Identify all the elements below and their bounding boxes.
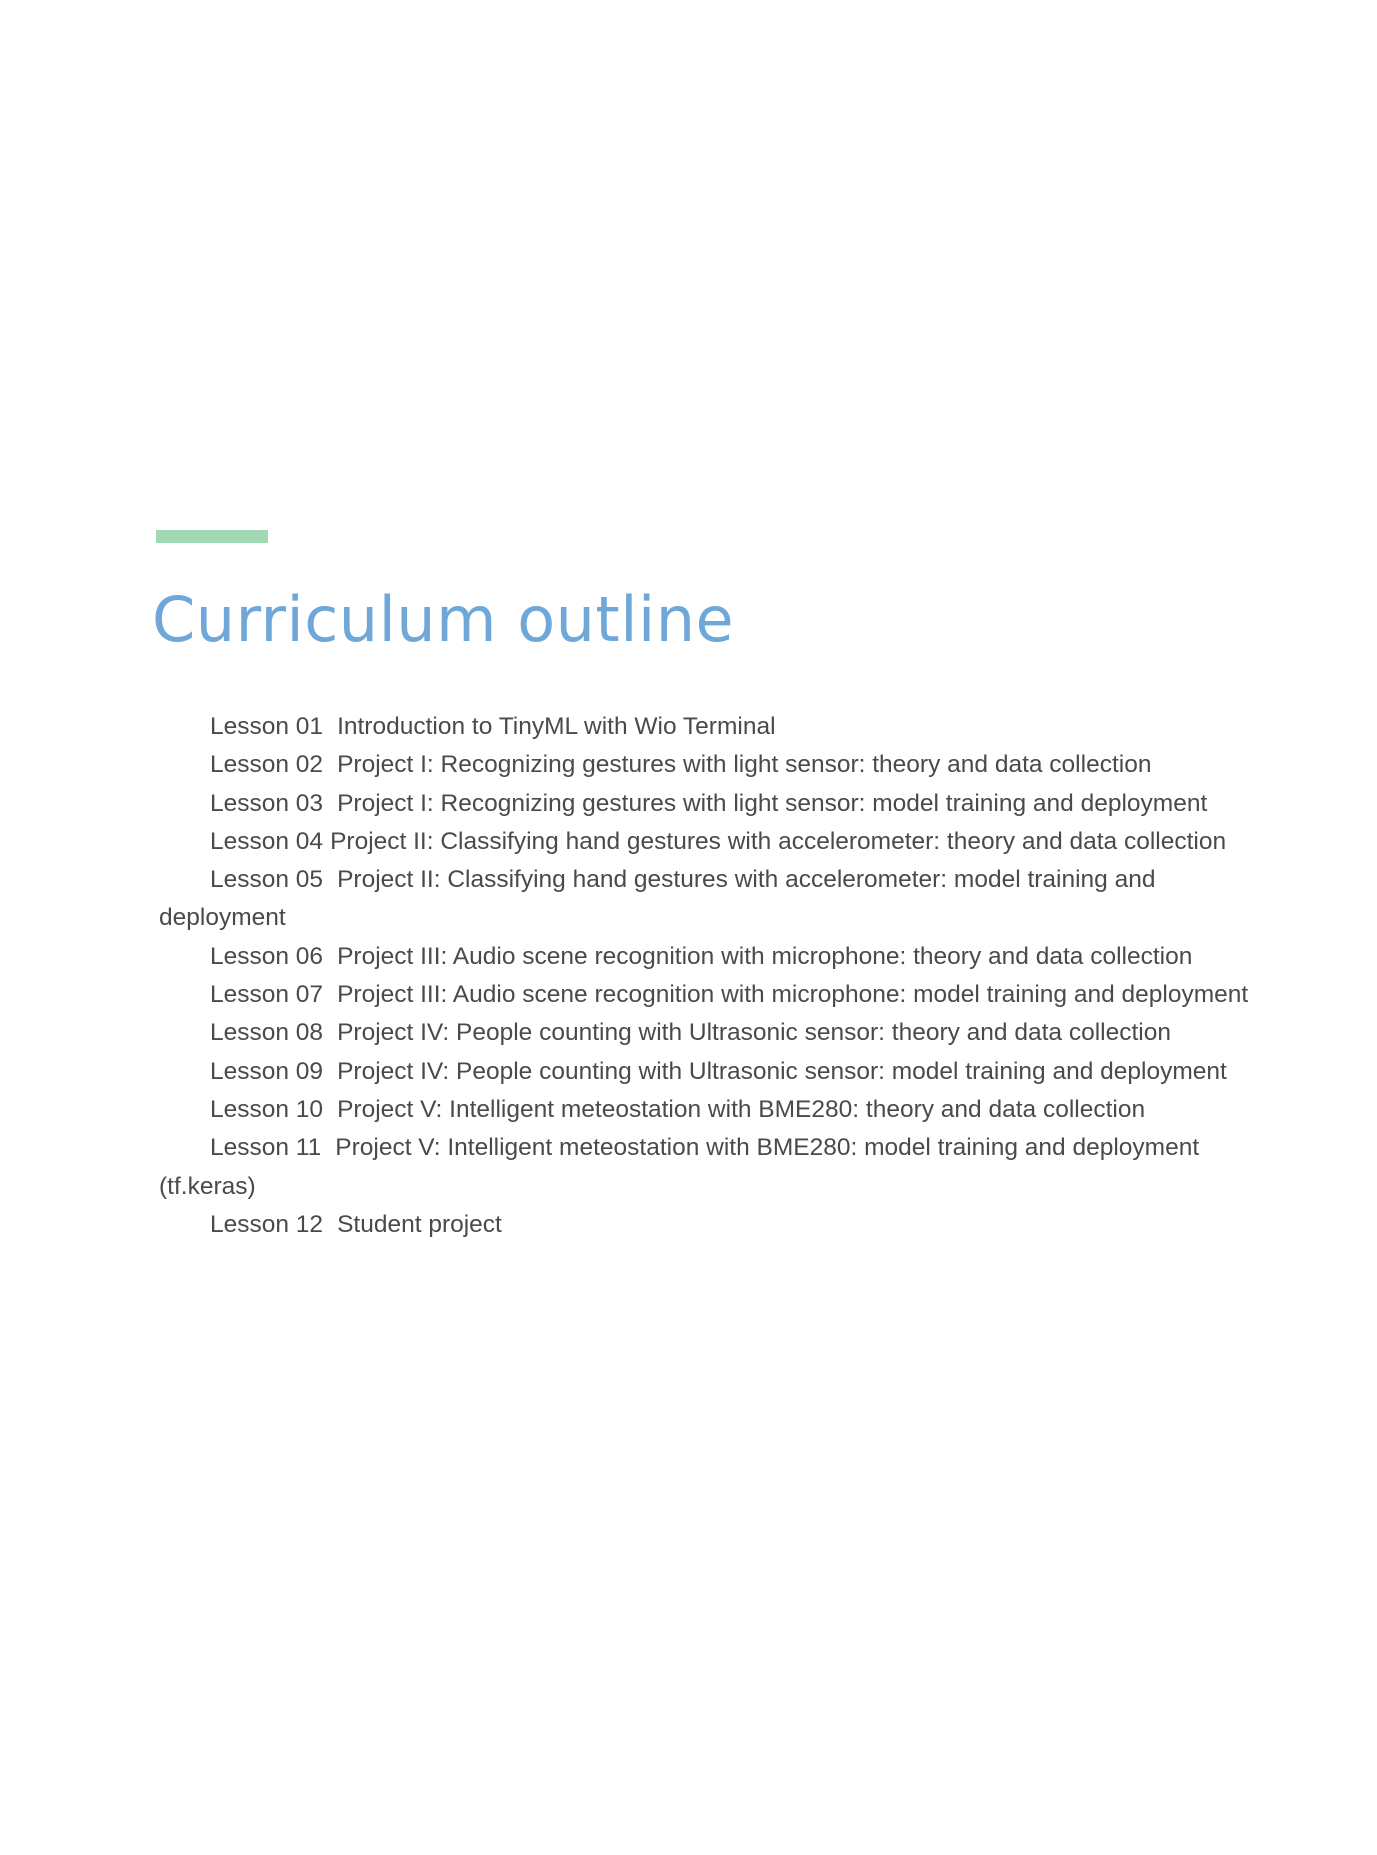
lesson-title: Project II: Classifying hand gestures with accelerometer: theory and data collection (330, 827, 1227, 855)
lesson-item-06 (159, 938, 1249, 976)
lesson-title: Project I: Recognizing gestures with light sensor: model training and deployment (337, 789, 1208, 817)
lesson-number: Lesson 01 (210, 713, 324, 740)
lesson-title: Project I: Recognizing gestures with light sensor: theory and data collection (337, 751, 1152, 779)
lesson-item-03 (159, 785, 1249, 823)
lesson-title: Project III: Audio scene recognition with microphone: model training and deployment (337, 981, 1249, 1009)
lesson-item-07 (159, 976, 1249, 1014)
lesson-title: Project IV: People counting with Ultrasonic sensor: theory and data collection (337, 1019, 1171, 1047)
lesson-number: Lesson 03 (210, 789, 324, 817)
page-title: Curriculum outline (152, 583, 735, 656)
lesson-number: Lesson 09 (210, 1057, 324, 1085)
lesson-item-05 (159, 861, 1249, 938)
lesson-item-09 (159, 1053, 1249, 1091)
lesson-number: Lesson 05 (210, 866, 324, 894)
lesson-title: Introduction to TinyML with Wio Terminal (337, 713, 776, 740)
lesson-title: Project IV: People counting with Ultrasonic sensor: model training and deployment (337, 1057, 1227, 1085)
lesson-item-08 (159, 1014, 1249, 1052)
lesson-item-10 (159, 1091, 1249, 1129)
lesson-item-01 (159, 708, 1249, 746)
lesson-number: Lesson 08 (210, 1019, 324, 1047)
lesson-number: Lesson 07 (210, 981, 324, 1009)
lesson-number: Lesson 12 (210, 1210, 324, 1238)
lesson-title: Student project (337, 1210, 502, 1238)
lesson-item-12 (159, 1206, 1249, 1244)
lesson-title: Project V: Intelligent meteostation with BME280: model training and deployment (tf.keras) (159, 1134, 1200, 1200)
lesson-number: Lesson 10 (210, 1095, 324, 1123)
lesson-title: Project V: Intelligent meteostation with BME280: theory and data collection (337, 1095, 1146, 1123)
lesson-number: Lesson 02 (210, 751, 324, 779)
title-accent-bar (156, 530, 268, 543)
lesson-number: Lesson 11 (210, 1134, 322, 1162)
lesson-list (159, 708, 1249, 1244)
lesson-number: Lesson 06 (210, 942, 324, 970)
lesson-item-04 (159, 823, 1249, 861)
lesson-title: Project III: Audio scene recognition with microphone: theory and data collection (337, 942, 1193, 970)
lesson-title: Project II: Classifying hand gestures with accelerometer: model training and deployment (159, 866, 1156, 932)
lesson-item-11 (159, 1129, 1249, 1206)
lesson-item-02 (159, 746, 1249, 784)
lesson-number: Lesson 04 (210, 827, 324, 855)
